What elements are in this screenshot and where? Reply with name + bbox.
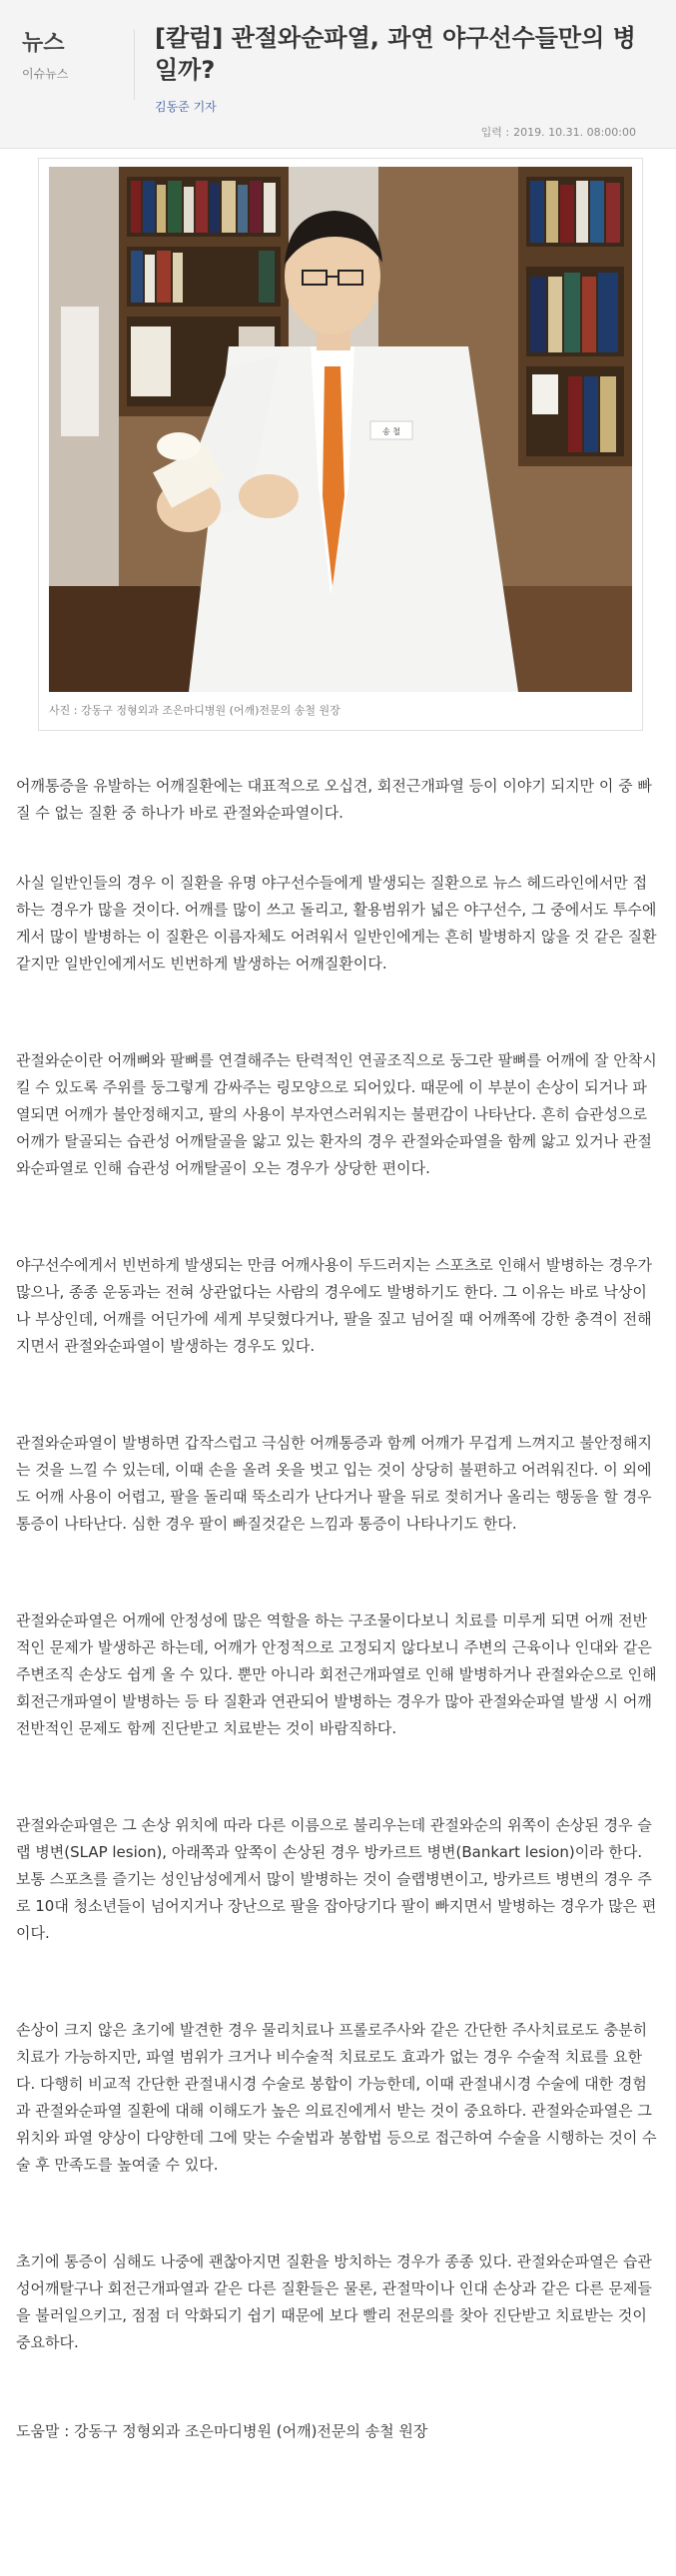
paragraph-10: 도움말 : 강동구 정형외과 조은마디병원 (어깨)전문의 송철 원장	[16, 2422, 428, 2440]
doctor-photo	[49, 167, 632, 692]
paragraph-6: 관절와순파열은 어깨에 안정성에 많은 역할을 하는 구조물이다보니 치료를 미루게 되면 어깨 전반적인 문제가 발생하곤 하는데, 어깨가 안정적으로 고정되지 않다보니 주변의 근육이나 인대와 같은 주변조직 손상도 쉽게 올 수 있다. 뿐만 아니라 회전근개파열로 인해 발병하거나 관절와순으로 인해 회전근개파열이 발병하는 등 타 질환과 연관되어 발병하는 경우가 많아 관절와순파열 발생 시 어깨 전반적인 문제도 함께 진단받고 치료받는 것이 바람직하다.	[16, 1611, 657, 1737]
paragraph-7: 관절와순파열은 그 손상 위치에 따라 다른 이름으로 불리우는데 관절와순의 위쪽이 손상된 경우 슬랩 병변(SLAP lesion), 아래쪽과 앞쪽이 손상된 경우 방카르트 병변(Bankart lesion)이라 한다. 보통 스포츠를 즐기는 성인남성에게서 많이 발병하는 것이 슬랩병변이고, 방카르트 병변의 경우 주로 10대 청소년들이 넘어지거나 장난으로 팔을 잡아당기다 팔이 빠지면서 발병하는 경우가 많은 편이다.	[16, 1816, 657, 1942]
header-divider	[134, 30, 135, 100]
section-name[interactable]: 뉴스	[22, 31, 65, 56]
article-body	[16, 773, 657, 2445]
paragraph-4: 야구선수에게서 빈번하게 발생되는 만큼 어깨사용이 두드러지는 스포츠로 인해서 발병하는 경우가 많으나, 종종 운동과는 전혀 상관없다는 사람의 경우에도 발병하기도 한다. 그 이유는 바로 낙상이나 부상인데, 어깨를 어딘가에 세게 부딪혔다거나, 팔을 짚고 넘어질 때 어깨쪽에 강한 충격이 전해지면서 관절와순파열이 발생하는 경우도 있다.	[16, 1256, 653, 1355]
paragraph-8: 손상이 크지 않은 초기에 발견한 경우 물리치료나 프롤로주사와 같은 간단한 주사치료로도 충분히 치료가 가능하지만, 파열 범위가 크거나 비수술적 치료로도 효과가 없는 경우 수술적 치료를 요한다. 다행히 비교적 간단한 관절내시경 수술로 봉합이 가능한데, 이때 관절내시경 수술에 대한 경험과 관절와순파열 질환에 대해 이해도가 높은 의료진에게서 받는 것이 중요하다. 관절와순파열은 그 위치와 파열 양상이 다양한데 그에 맞는 수술법과 봉합법 등으로 접근하여 수술을 시행하는 것이 수술 후 만족도를 높여줄 수 있다.	[16, 2021, 657, 2174]
svg-text:송 철: 송 철	[382, 427, 400, 436]
publish-date	[477, 124, 636, 140]
article-header	[0, 0, 676, 149]
author-byline[interactable]: 김동준 기자	[155, 100, 217, 114]
article-photo-frame	[38, 158, 643, 731]
publish-date-value: 2019. 10.31. 08:00:00	[513, 126, 636, 139]
section-label	[22, 26, 132, 82]
paragraph-2: 사실 일반인들의 경우 이 질환을 유명 야구선수들에게 발생되는 질환으로 뉴스 헤드라인에서만 접하는 경우가 많을 것이다. 어깨를 많이 쓰고 돌리고, 활용범위가 넓은 야구선수, 그 중에서도 투수에게서 많이 발병하는 이 질환은 이름자체도 어려워서 일반인에게는 흔히 발병하지 않을 것 같은 질환 같지만 일반인에게서도 빈번하게 발생하는 어깨질환이다.	[16, 874, 657, 972]
paragraph-3: 관절와순이란 어깨뼈와 팔뼈를 연결해주는 탄력적인 연골조직으로 둥그란 팔뼈를 어깨에 잘 안착시킬 수 있도록 주위를 둥그렇게 감싸주는 링모양으로 되어있다. 때문에 이 부분이 손상이 되거나 파열되면 어깨가 불안정해지고, 팔의 사용이 부자연스러워지는 불편감이 나타난다. 흔히 습관성으로 어깨가 탈골되는 습관성 어깨탈골을 앓고 있는 환자의 경우 관절와순파열을 함께 앓고 있거나 관절와순파열로 인해 습관성 어깨탈골이 오는 경우가 상당한 편이다.	[16, 1051, 657, 1177]
paragraph-5: 관절와순파열이 발병하면 갑작스럽고 극심한 어깨통증과 함께 어깨가 무겁게 느껴지고 불안정해지는 것을 느낄 수 있는데, 이때 손을 올려 옷을 벗고 입는 것이 상당히 불편하고 어려워진다. 이 외에도 어깨 사용이 어렵고, 팔을 돌리때 뚝소리가 난다거나 팔을 뒤로 젖히거나 올리는 행동을 할 경우 통증이 나타난다. 심한 경우 팔이 빠질것같은 느낌과 통증이 나타나기도 한다.	[16, 1434, 653, 1533]
article-title: [칼럼] 관절와순파열, 과연 야구선수들만의 병일까?	[155, 24, 636, 84]
subsection-name[interactable]: 이슈뉴스	[22, 67, 69, 81]
photo-caption: 사진 : 강동구 정형외과 조은마디병원 (어깨)전문의 송철 원장	[49, 704, 340, 717]
publish-date-label: 입력 :	[480, 126, 510, 139]
paragraph-9: 초기에 통증이 심해도 나중에 괜찮아지면 질환을 방치하는 경우가 종종 있다. 관절와순파열은 습관성어깨탈구나 회전근개파열과 같은 다른 질환들은 물론, 관절막이나 인대 손상과 같은 다른 문제들을 불러일으키고, 점점 더 악화되기 쉽기 때문에 보다 빨리 전문의를 찾아 진단받고 치료받는 것이 중요하다.	[16, 2253, 652, 2351]
paragraph-1: 어깨통증을 유발하는 어깨질환에는 대표적으로 오십견, 회전근개파열 등이 이야기 되지만 이 중 빠질 수 없는 질환 중 하나가 바로 관절와순파열이다.	[16, 777, 652, 822]
